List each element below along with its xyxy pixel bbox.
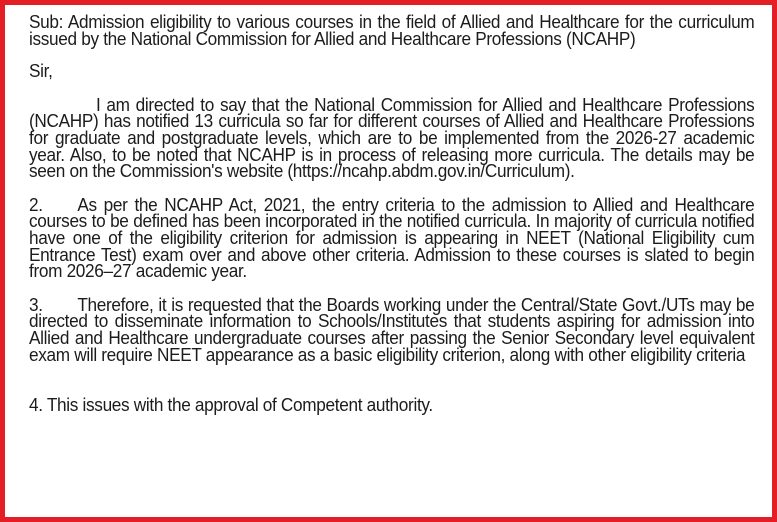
paragraph-text: As per the NCAHP Act, 2021, the entry criteria to the admission to Allied and Healthcare courses to be defined has been incorporated in the notified curricula. In majority of curricula notified have one of the eligibility criterion for admission is appearing in NEET (National Eligibility cum Entrance Test) exam over and above other criteria. Admission to these courses is slated to begin from 2026–27 academic year. (29, 193, 755, 282)
paragraph-text: This issues with the approval of Competent authority. (46, 394, 433, 416)
subject-line: Sub: Admission eligibility to various courses in the field of Allied and Healthcare for the curriculum issued by the National Commission for Allied and Healthcare Professions (NCAHP) (29, 11, 755, 49)
paragraph-text: Therefore, it is requested that the Boards working under the Central/State Govt./UTs may be directed to disseminate information to Schools/Institutes that students aspiring for admission into Allied and Healthcare undergraduate courses after passing the Senior Secondary level equivalent exam will require NEET appearance as a basic eligibility criterion, along with other eligibility criteria (29, 293, 755, 365)
paragraph-number: 2. (29, 193, 43, 215)
paragraph-3 (29, 293, 755, 365)
paragraph-number: 4. (29, 394, 43, 416)
letter-body (29, 11, 755, 416)
paragraph-4 (29, 394, 754, 416)
salutation: Sir, (29, 60, 53, 82)
paragraph-1: I am directed to say that the National Commission for Allied and Healthcare Professions (NCAHP) has notified 13 curricula so far for different courses of Allied and Healthcare Professions for graduate and postgraduate levels, which are to be implemented from the 2026-27 academic year. Also, to be noted that NCAHP is in process of releasing more curricula. The details may be seen on the Commission's website (https://ncahp.abdm.gov.in/Curriculum). (29, 93, 755, 182)
paragraph-2 (29, 193, 755, 282)
paragraph-number: 3. (29, 293, 43, 315)
